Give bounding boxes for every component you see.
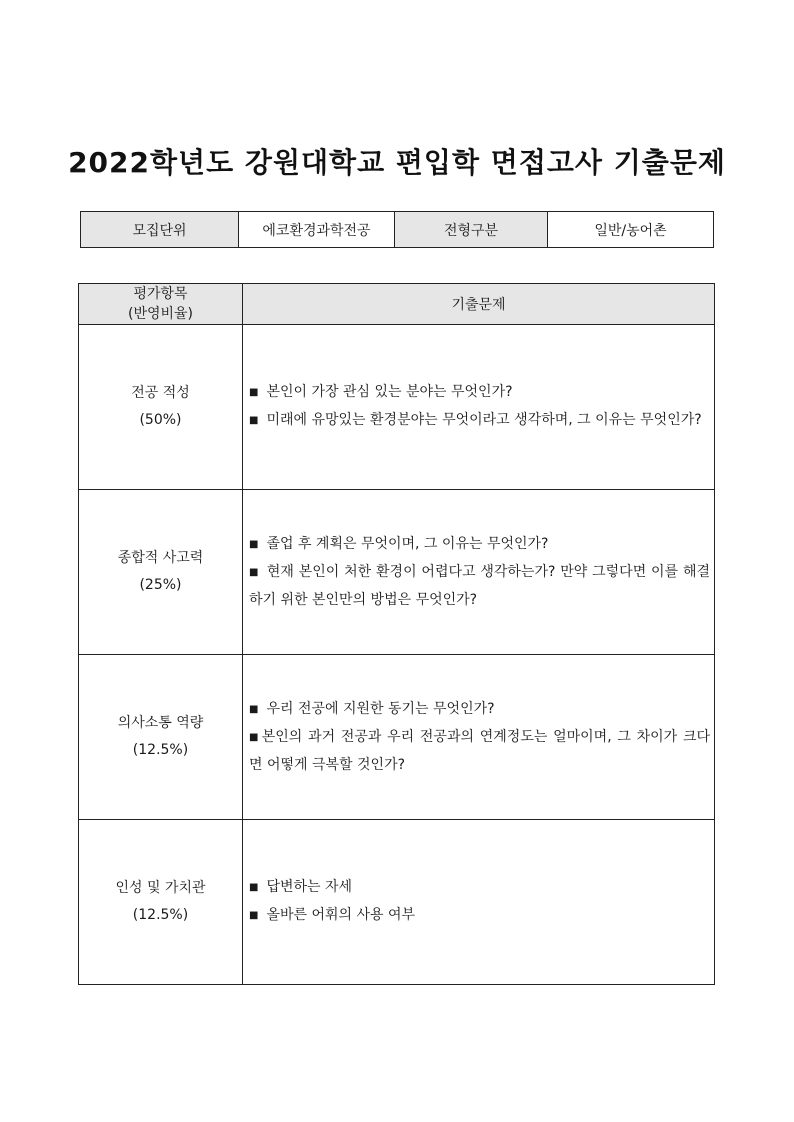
question-item	[249, 559, 710, 613]
questions-table	[78, 283, 715, 985]
category-name: 인성 및 가치관	[115, 880, 206, 896]
header-eval-item-line1: 평가항목	[133, 286, 188, 302]
recruit-unit-label: 모집단위	[81, 212, 239, 248]
questions-cell	[243, 655, 715, 820]
header-questions: 기출문제	[243, 284, 715, 325]
question-text: 본인이 가장 관심 있는 분야는 무엇인가?	[266, 384, 513, 400]
question-item	[249, 407, 710, 435]
table-row	[79, 490, 715, 655]
bullet-icon: ■	[249, 539, 259, 550]
category-name: 의사소통 역량	[117, 715, 204, 731]
category-ratio: (12.5%)	[132, 742, 189, 758]
question-item	[249, 874, 710, 902]
header-eval-item-line2: (반영비율)	[127, 306, 194, 322]
question-item	[249, 379, 710, 407]
question-text: 본인의 과거 전공과 우리 전공과의 연계정도는 얼마이며, 그 차이가 크다면 어떻게 극복할 것인가?	[249, 729, 710, 773]
table-row	[79, 820, 715, 985]
question-text: 현재 본인이 처한 환경이 어렵다고 생각하는가? 만약 그렇다면 이를 해결하기 위한 본인만의 방법은 무엇인가?	[249, 564, 710, 608]
info-table	[80, 211, 714, 248]
bullet-icon: ■	[249, 882, 259, 893]
recruit-unit-value: 에코환경과학전공	[239, 212, 395, 248]
questions-cell	[243, 490, 715, 655]
question-text: 미래에 유망있는 환경분야는 무엇이라고 생각하며, 그 이유는 무엇인가?	[266, 412, 702, 428]
category-name: 전공 적성	[131, 385, 190, 401]
bullet-icon: ■	[249, 732, 260, 743]
questions-cell	[243, 820, 715, 985]
category-cell	[79, 655, 243, 820]
bullet-icon: ■	[249, 567, 259, 578]
questions-cell	[243, 325, 715, 490]
category-name: 종합적 사고력	[117, 550, 204, 566]
page-title: 2022학년도 강원대학교 편입학 면접고사 기출문제	[68, 146, 726, 179]
question-text: 올바른 어휘의 사용 여부	[266, 907, 416, 923]
category-cell	[79, 820, 243, 985]
question-text: 졸업 후 계획은 무엇이며, 그 이유는 무엇인가?	[266, 536, 549, 552]
question-text: 우리 전공에 지원한 동기는 무엇인가?	[266, 701, 495, 717]
table-row	[79, 655, 715, 820]
bullet-icon: ■	[249, 415, 259, 426]
bullet-icon: ■	[249, 704, 259, 715]
category-cell	[79, 325, 243, 490]
bullet-icon: ■	[249, 387, 259, 398]
admission-type-label: 전형구분	[395, 212, 548, 248]
admission-type-value: 일반/농어촌	[548, 212, 714, 248]
question-item	[249, 902, 710, 930]
category-cell	[79, 490, 243, 655]
question-item	[249, 696, 710, 724]
question-text: 답변하는 자세	[266, 879, 353, 895]
header-eval-item	[79, 284, 243, 325]
table-header	[79, 284, 715, 325]
question-item	[249, 531, 710, 559]
question-item	[249, 724, 710, 778]
category-ratio: (50%)	[139, 412, 182, 428]
table-row	[79, 325, 715, 490]
bullet-icon: ■	[249, 910, 259, 921]
category-ratio: (25%)	[139, 577, 182, 593]
category-ratio: (12.5%)	[132, 907, 189, 923]
